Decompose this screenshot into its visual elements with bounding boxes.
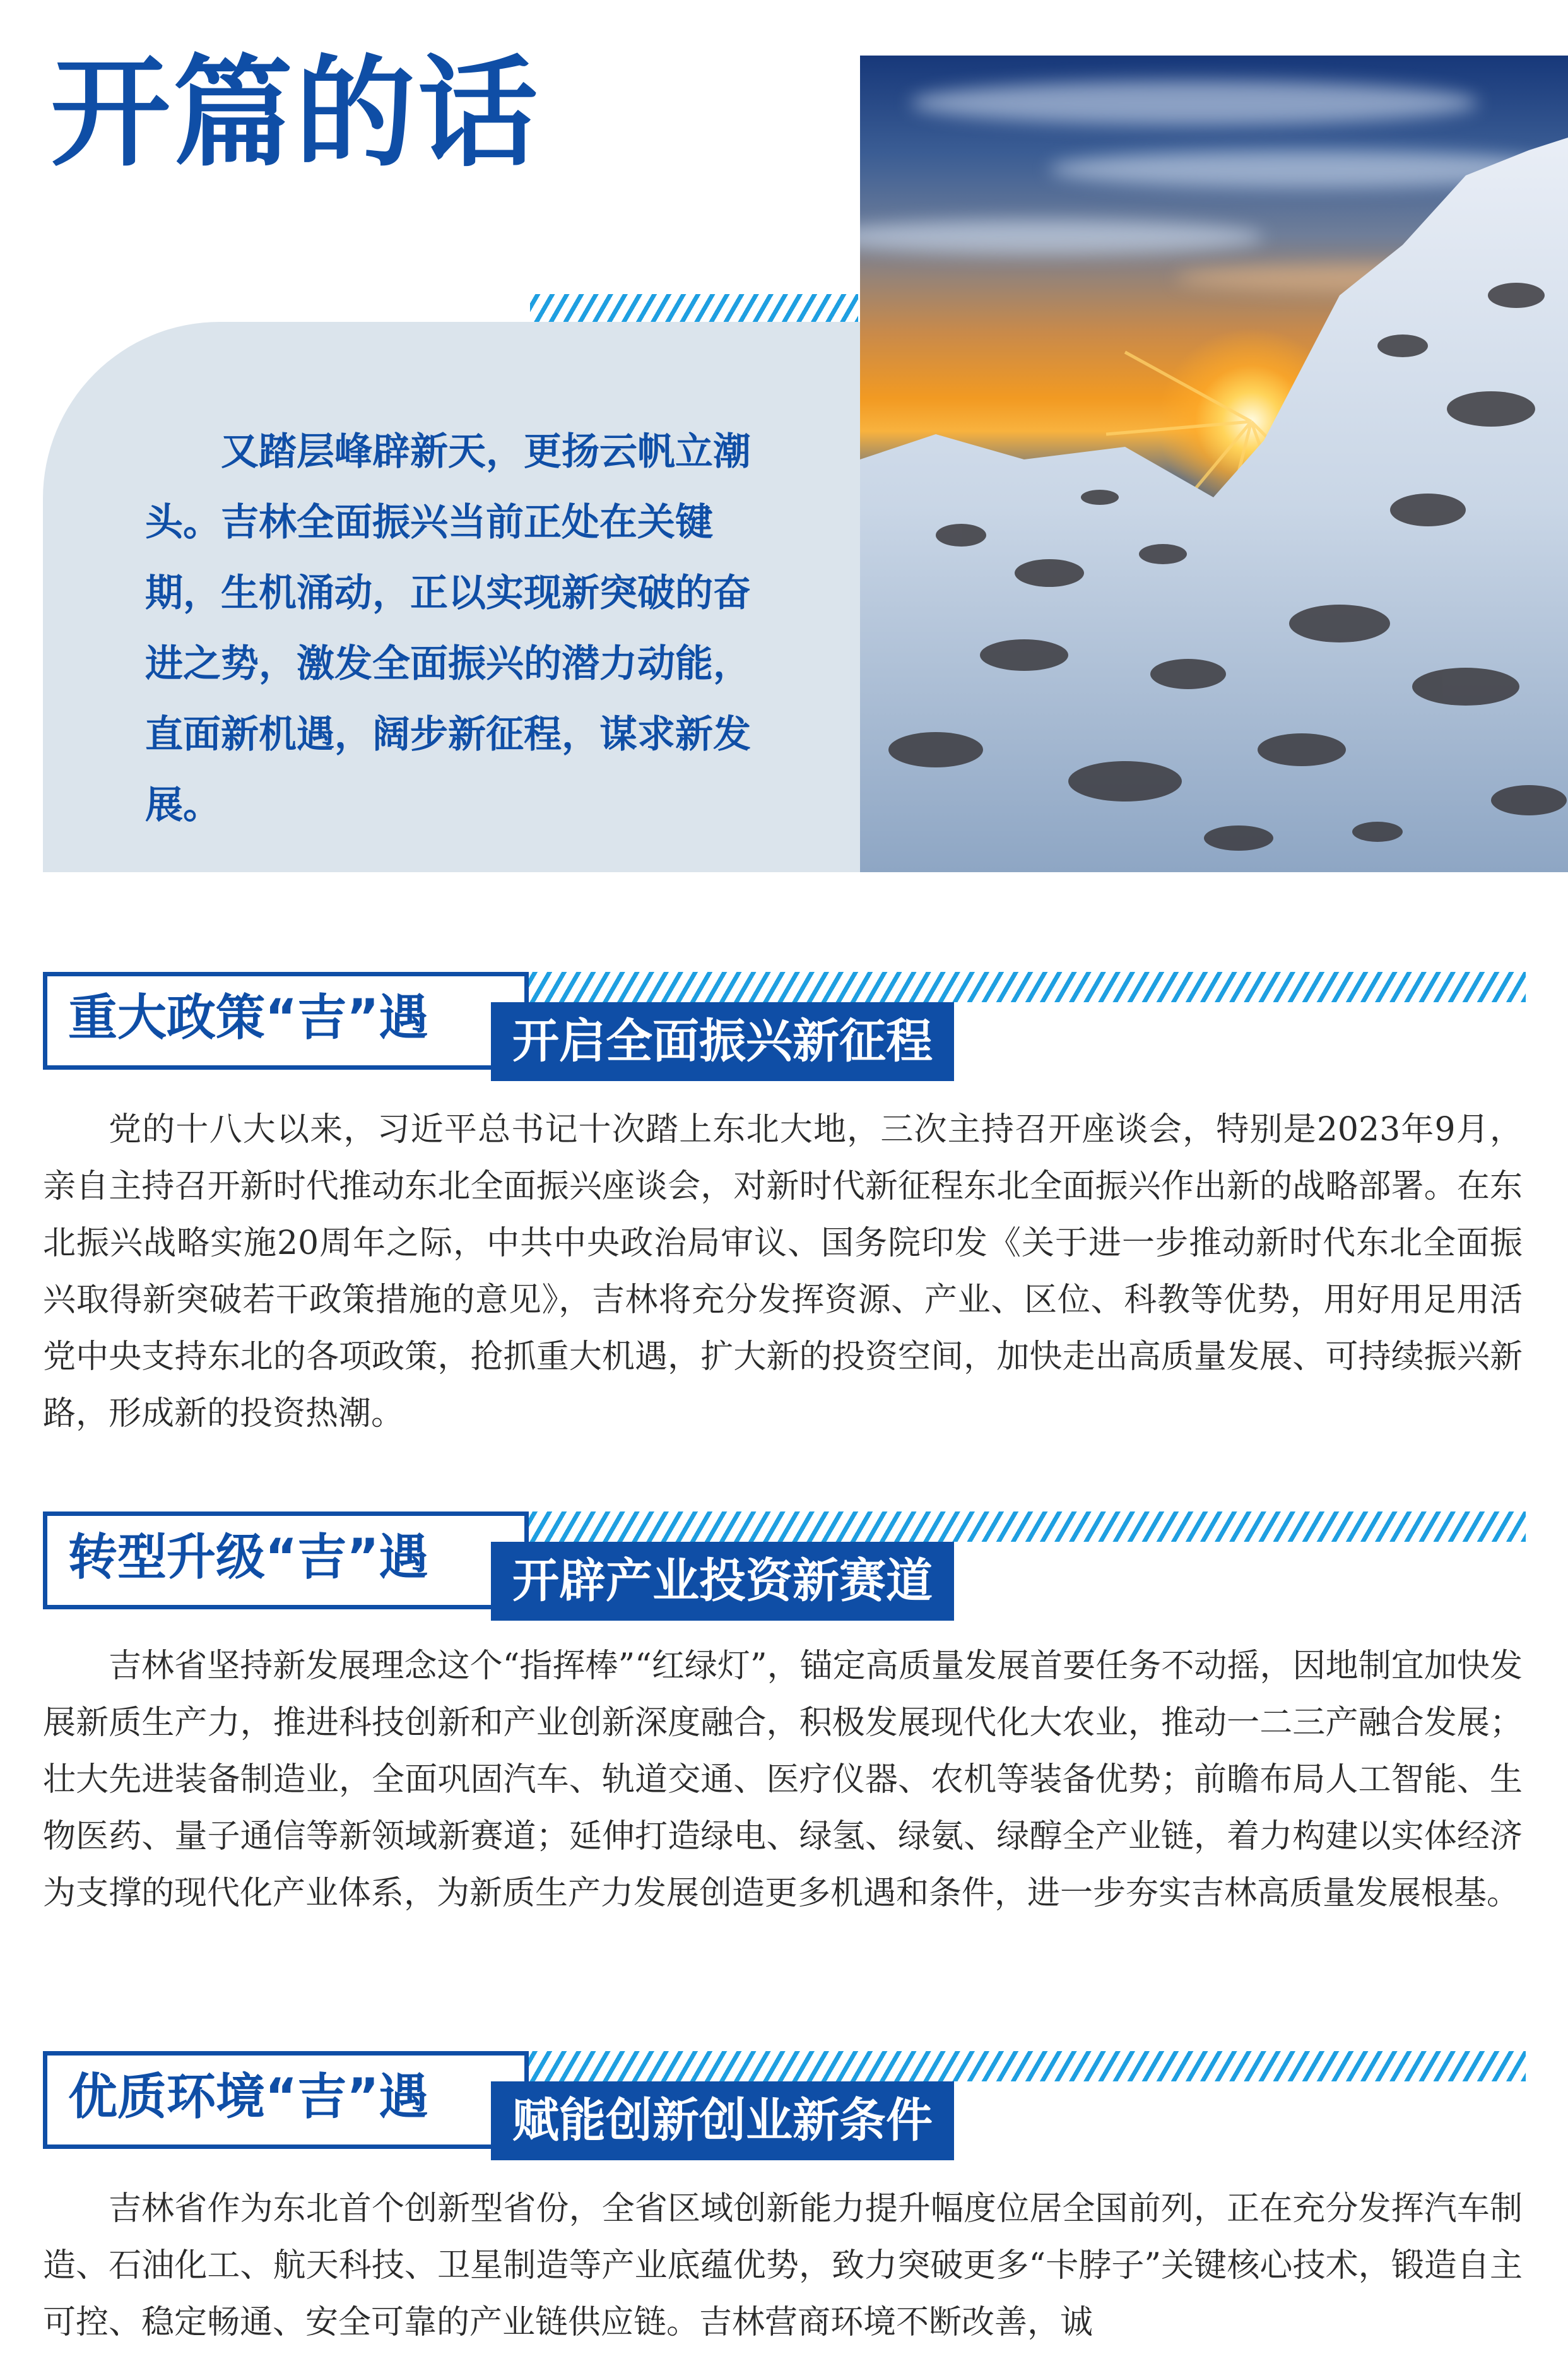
decorative-stripes [522,1511,1526,1542]
section-label: 转型升级“吉”遇 [68,1529,428,1586]
intro-paragraph: 又踏层峰辟新天，更扬云帆立潮头。吉林全面振兴当前正处在关键期，生机涌动，正以实现新突破的奋进之势，激发全面振兴的潜力动能，直面新机遇，阔步新征程，谋求新发展。 [145,430,751,827]
page-title: 开篇的话 [50,44,541,183]
section-header-environment [43,2051,1526,2158]
sunrise-mountain-photo [860,56,1568,872]
section-subtitle: 开辟产业投资新赛道 [491,1542,954,1621]
section-header-policy [43,972,1526,1079]
snowy-mountain-shape [860,56,1568,872]
decorative-stripes [530,294,858,324]
decorative-stripes [522,2051,1526,2081]
section-label: 优质环境“吉”遇 [68,2069,428,2126]
section-subtitle: 开启全面振兴新征程 [491,1002,954,1081]
section-body-transformation: 吉林省坚持新发展理念这个“指挥棒”“红绿灯”，锚定高质量发展首要任务不动摇，因地制宜加快发展新质生产力，推进科技创新和产业创新深度融合，积极发展现代化大农业，推动一二三产融合发展；壮大先进装备制造业，全面巩固汽车、轨道交通、医疗仪器、农机等装备优势；前瞻布局人工智能、生物医药、量子通信等新领域新赛道；延伸打造绿电、绿氢、绿氨、绿醇全产业链，着力构建以实体经济为支撑的现代化产业体系，为新质生产力发展创造更多机遇和条件，进一步夯实吉林高质量发展根基。 [43,1647,1523,1912]
section-header-transformation [43,1511,1526,1619]
section-body-environment: 吉林省作为东北首个创新型省份，全省区域创新能力提升幅度位居全国前列，正在充分发挥汽车制造、石油化工、航天科技、卫星制造等产业底蕴优势，致力突破更多“卡脖子”关键核心技术，锻造自主可控、稳定畅通、安全可靠的产业链供应链。吉林营商环境不断改善，诚 [43,2190,1523,2341]
section-subtitle: 赋能创新创业新条件 [491,2081,954,2160]
section-label: 重大政策“吉”遇 [68,990,428,1046]
decorative-stripes [522,972,1526,1002]
section-body-policy: 党的十八大以来，习近平总书记十次踏上东北大地，三次主持召开座谈会，特别是2023年9月，亲自主持召开新时代推动东北全面振兴座谈会，对新时代新征程东北全面振兴作出新的战略部署。在东北振兴战略实施20周年之际，中共中央政治局审议、国务院印发《关于进一步推动新时代东北全面振兴取得新突破若干政策措施的意见》，吉林将充分发挥资源、产业、区位、科教等优势，用好用足用活党中央支持东北的各项政策，抢抓重大机遇，扩大新的投资空间，加快走出高质量发展、可持续振兴新路，形成新的投资热潮。 [43,1111,1523,1433]
